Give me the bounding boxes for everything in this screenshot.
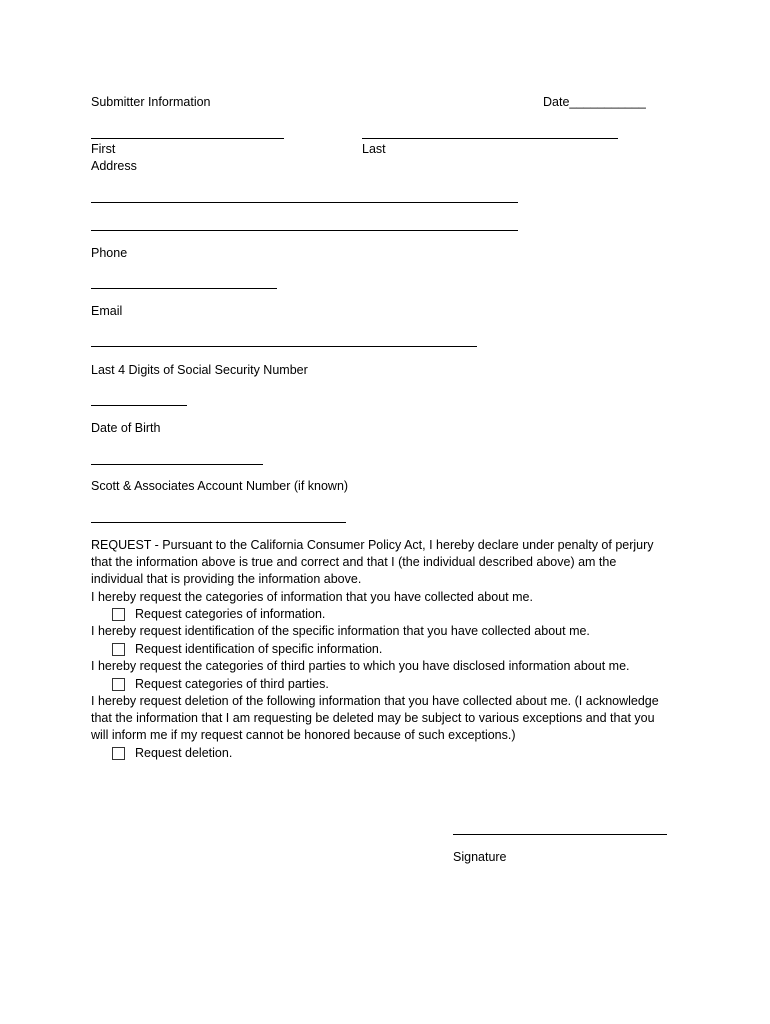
address-line-1[interactable] — [91, 202, 518, 203]
request-categories-label: Request categories of information. — [135, 607, 326, 621]
statement-third-parties: I hereby request the categories of third parties to which you have disclosed information about me. — [91, 659, 630, 673]
signature-label: Signature — [453, 850, 507, 864]
address-label: Address — [91, 159, 137, 173]
request-identification-label: Request identification of specific information. — [135, 642, 383, 656]
request-categories-option[interactable] — [112, 606, 325, 623]
signature-line[interactable] — [453, 834, 667, 835]
date-field[interactable]: Date___________ — [543, 95, 646, 109]
address-line-2[interactable] — [91, 230, 518, 231]
statement-deletion-line-1: I hereby request deletion of the following information that you have collected about me. (I acknowledge — [91, 694, 659, 708]
ssn-line[interactable] — [91, 405, 187, 406]
statement-categories: I hereby request the categories of information that you have collected about me. — [91, 590, 533, 604]
request-identification-option[interactable] — [112, 641, 382, 658]
account-number-line[interactable] — [91, 522, 346, 523]
request-deletion-label: Request deletion. — [135, 746, 233, 760]
last-name-label: Last — [362, 142, 386, 156]
dob-label: Date of Birth — [91, 421, 161, 435]
request-intro-line-2: that the information above is true and correct and that I (the individual described above) am the — [91, 555, 617, 569]
statement-identification: I hereby request identification of the specific information that you have collected about me. — [91, 624, 590, 638]
phone-label: Phone — [91, 246, 128, 260]
request-deletion-checkbox[interactable] — [112, 747, 125, 760]
request-third-parties-checkbox[interactable] — [112, 678, 125, 691]
request-intro-line-1: REQUEST - Pursuant to the California Consumer Policy Act, I hereby declare under penalty of perjury — [91, 538, 654, 552]
ssn-label: Last 4 Digits of Social Security Number — [91, 363, 308, 377]
last-name-line[interactable] — [362, 138, 618, 139]
email-line[interactable] — [91, 346, 477, 347]
email-label: Email — [91, 304, 123, 318]
request-intro-line-3: individual that is providing the information above. — [91, 572, 362, 586]
statement-deletion-line-3: will inform me if my request cannot be honored because of such exceptions.) — [91, 728, 516, 742]
request-identification-checkbox[interactable] — [112, 643, 125, 656]
submitter-information-heading: Submitter Information — [91, 95, 211, 109]
dob-line[interactable] — [91, 464, 263, 465]
first-name-label: First — [91, 142, 116, 156]
account-number-label: Scott & Associates Account Number (if known) — [91, 479, 349, 493]
request-third-parties-label: Request categories of third parties. — [135, 677, 329, 691]
request-categories-checkbox[interactable] — [112, 608, 125, 621]
statement-deletion-line-2: that the information that I am requesting be deleted may be subject to various exceptions and that you — [91, 711, 655, 725]
first-name-line[interactable] — [91, 138, 284, 139]
request-deletion-option[interactable] — [112, 745, 232, 762]
phone-line[interactable] — [91, 288, 277, 289]
request-third-parties-option[interactable] — [112, 676, 329, 693]
